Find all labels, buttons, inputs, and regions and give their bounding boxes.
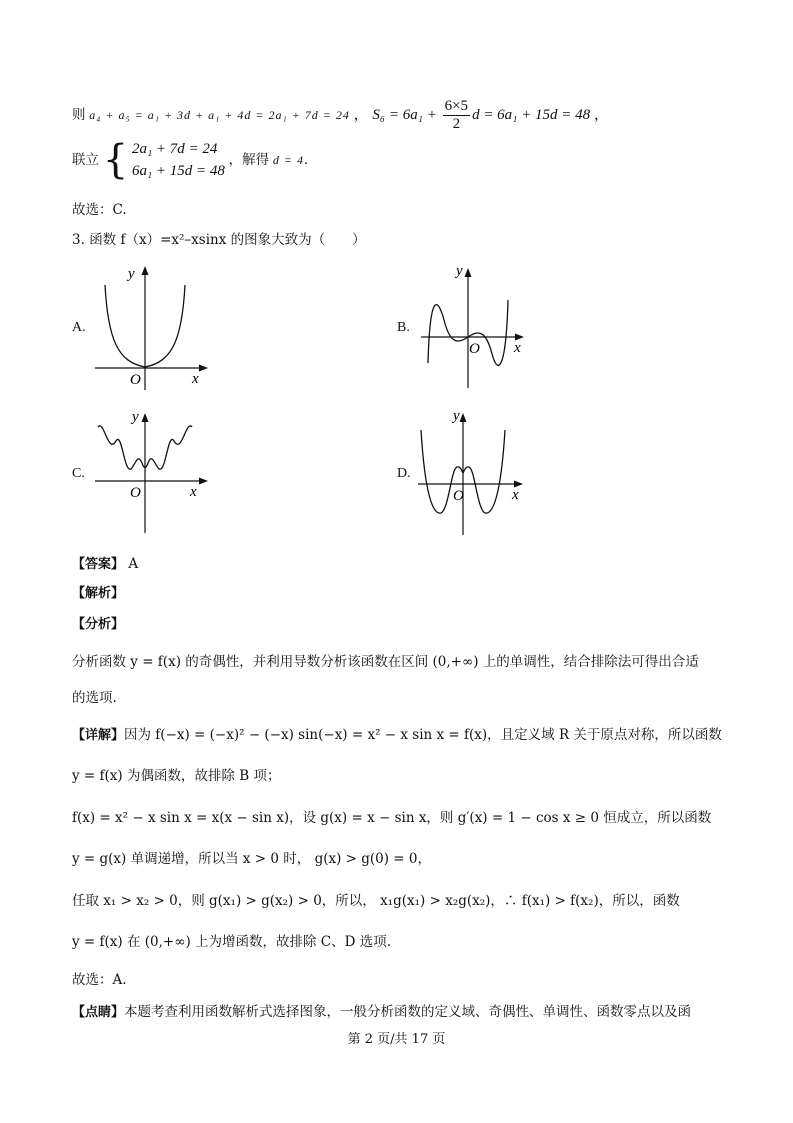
y-axis-arrow (465, 268, 472, 277)
detail-line-4: y = g(x) 单调递增，所以当 x > 0 时， g(x) > g(0) = 0， (72, 851, 432, 867)
x-label: x (192, 371, 199, 387)
system-brace: { (102, 137, 129, 183)
line1-formula-b-left: S₆ = 6a₁ + (372, 106, 441, 123)
fenxi-tag: 【分析】 (72, 617, 125, 632)
line1-sep: ， (353, 106, 369, 123)
option-a-label: A. (72, 320, 86, 335)
line2-middle: ，解得 (228, 152, 270, 168)
line2-suffix: . (304, 152, 308, 168)
origin-label: O (469, 341, 480, 357)
answer-tag: 【答案】 (72, 557, 125, 572)
origin-label: O (130, 372, 141, 388)
y-axis-arrow (142, 413, 149, 422)
detail-text-1: 因为 f(−x) = (−x)² − (−x) sin(−x) = x² − x sin x = f(x)，且定义域 R 关于原点对称，所以函数 (124, 727, 722, 743)
option-c-label: C. (72, 466, 85, 481)
y-axis-arrow (460, 413, 467, 422)
line-3: 故选：C. (72, 202, 127, 218)
equation-1: 2a₁ + 7d = 24 (131, 141, 218, 157)
y-label: y (453, 408, 460, 424)
y-axis-arrow (142, 266, 149, 275)
page-footer: 第 2 页/共 17 页 (347, 1032, 446, 1047)
detail-tag: 【详解】 (72, 728, 125, 743)
option-b-label: B. (397, 320, 410, 335)
graph-option-d (415, 405, 535, 540)
comment-tag: 【点睛】 (72, 1005, 125, 1020)
solution-line-2 (72, 138, 308, 182)
x-axis-arrow (199, 478, 208, 485)
equation-2: 6a₁ + 15d = 48 (131, 163, 225, 179)
question-3 (72, 230, 366, 250)
detail-line-1 (72, 725, 722, 746)
line2-result: d = 4 (272, 153, 305, 167)
graph-option-a (90, 260, 220, 395)
x-label: x (190, 484, 197, 500)
solution-line-1 (72, 98, 609, 133)
question-text: 函数 f（x）=x²–xsinx 的图象大致为（ ） (89, 232, 366, 248)
fenxi-text-1: 分析函数 y = f(x) 的奇偶性，并利用导数分析该函数在区间 (0,+∞) 上的单调性，结合排除法可得出合适 (72, 654, 699, 670)
line2-prefix: 联立 (72, 152, 99, 168)
origin-label: O (130, 485, 141, 501)
comment-line (72, 1002, 691, 1023)
x-axis-arrow (199, 365, 208, 372)
graph-option-b (418, 260, 538, 395)
fenxi-text-2: 的选项. (72, 690, 117, 706)
option-d-label: D. (397, 466, 411, 481)
y-label: y (132, 409, 139, 425)
detail-line-2: y = f(x) 为偶函数，故排除 B 项； (72, 768, 281, 784)
origin-label: O (453, 488, 464, 504)
line1-prefix: 则 (72, 106, 86, 123)
detail-line-3: f(x) = x² − x sin x = x(x − sin x)，设 g(x) = x − sin x，则 g′(x) = 1 − cos x ≥ 0 恒成立，所以函数 (72, 810, 712, 826)
detail-line-5: 任取 x₁ > x₂ > 0，则 g(x₁) > g(x₂) > 0，所以， x₁g(x₁) > x₂g(x₂)，∴ f(x₁) > f(x₂)，所以，函数 (72, 893, 680, 909)
answer-line (72, 554, 138, 575)
detail-line-7: 故选：A. (72, 972, 127, 988)
y-label: y (128, 266, 135, 282)
fraction-denominator: 2 (452, 116, 461, 132)
analysis-tag: 【解析】 (72, 586, 125, 601)
question-number: 3. (72, 232, 85, 248)
line1-formula-b-right: d = 6a₁ + 15d = 48 (472, 106, 591, 123)
graph-option-c (90, 405, 220, 540)
answer-value: A (128, 556, 139, 572)
comment-text: 本题考查利用函数解析式选择图象，一般分析函数的定义域、奇偶性、单调性、函数零点以及函 (124, 1004, 692, 1020)
detail-line-6: y = f(x) 在 (0,+∞) 上为增函数，故排除 C、D 选项. (72, 934, 392, 950)
fraction-numerator: 6×5 (444, 98, 469, 114)
x-label: x (514, 340, 521, 356)
y-label: y (456, 263, 463, 279)
line1-formula-a: a₄ + a₅ = a₁ + 3d + a₁ + 4d = 2a₁ + 7d = 24 (89, 107, 350, 122)
line1-fraction (443, 98, 470, 133)
equation-system (132, 138, 225, 182)
x-label: x (512, 487, 519, 503)
line1-suffix: ， (593, 106, 609, 123)
